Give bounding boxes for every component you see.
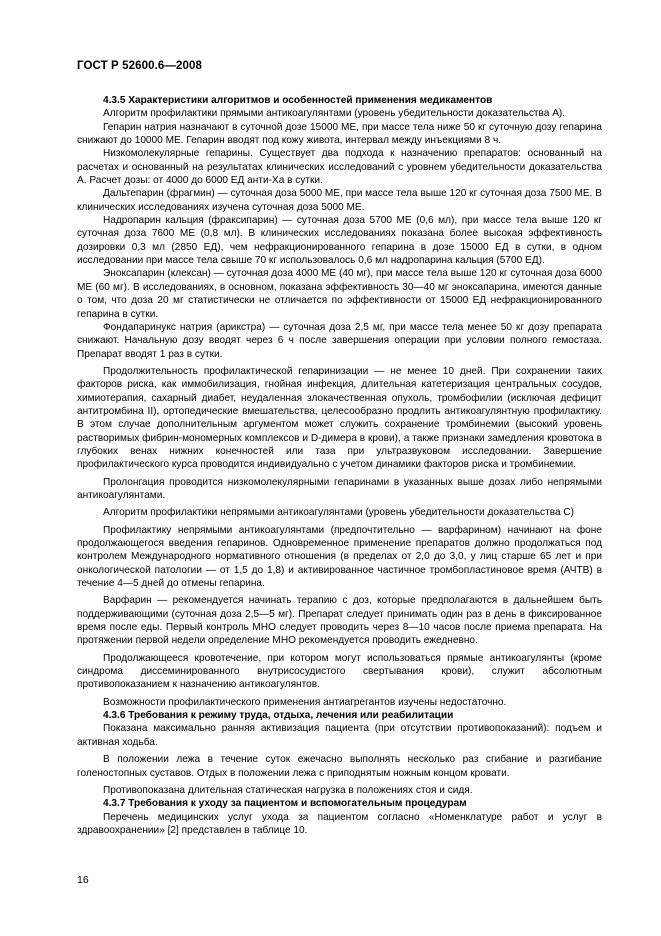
paragraph: Продолжительность профилактической гепаринизации — не менее 10 дней. При сохранении таких факторов риска, как иммобилизация, гнойная инфекция, длительная катетеризация центральных сосудов, химиотерапия, сахарный диабет, неудаленная злокачественная опухоль, тромбофилии (исключая дефицит антитромбина II), ортопедические вмешательства, целесообразно продлить антикоагулянтную профилактику. В этом случае дополнительным аргументом может служить сохранение тромбинемии (высокий уровень растворимых фибрин-мономерных комплексов и D-димера в крови), а также признаки замедления кровотока в глубоких венах нижних конечностей или таза при ультразвуковом исследовании. Завершение профилактического курса проводится индивидуально с учетом динамики факторов риска и тромбинемии.: [77, 365, 602, 471]
paragraph: Алгоритм профилактики прямыми антикоагулянтами (уровень убедительности доказательства А).: [103, 108, 566, 120]
document-code-header: ГОСТ Р 52600.6—2008: [77, 60, 202, 72]
paragraph: Показана максимально ранняя активизация пациента (при отсутствии противопоказаний): подъем и активная ходьба.: [77, 723, 602, 748]
paragraph: Противопоказана длительная статическая нагрузка в положениях стоя и сидя.: [103, 784, 473, 796]
paragraph: Пролонгация проводится низкомолекулярными гепаринами в указанных выше дозах либо непрямыми антикоагулянтами.: [77, 476, 602, 501]
paragraph: Эноксапарин (клексан) — суточная доза 4000 МЕ (40 мг), при массе тела выше 120 кг суточная доза 6000 МЕ (60 мг). В исследованиях, в основном, показана эффективность 30—40 мг эноксапарина, имеются данные о том, что доза 20 мг статистически не отличается по эффективности от 15000 ЕД нефракционированного гепарина в сутки.: [77, 268, 602, 320]
paragraph: Низкомолекулярные гепарины. Существует два подхода к назначению препаратов: основанный на расчетах и основанный на результатах клинических исследований с уровнем убедительности доказательства А. Расчет дозы: от 4000 до 6000 ЕД анти-Ха в сутки.: [77, 148, 602, 187]
section-heading-4-3-6: 4.3.6 Требования к режиму труда, отдыха, лечения или реабилитации: [103, 710, 454, 722]
section-heading-4-3-7: 4.3.7 Требования к уходу за пациентом и вспомогательным процедурам: [103, 798, 467, 810]
document-body: [77, 94, 602, 837]
section-heading-4-3-5: 4.3.5 Характеристики алгоритмов и особенностей применения медикаментов: [103, 95, 493, 106]
paragraph: Варфарин — рекомендуется начинать терапию с доз, которые предполагаются в дальнейшем быть поддерживающими (суточная доза 2,5—5 мг). Препарат следует принимать один раз в день в фиксированное время после еды. Первый контроль МНО следует проводить через 8—10 часов после приема препарата. На протяжении первой недели определение МНО рекомендуется проводить ежедневно.: [77, 595, 602, 647]
paragraph: Продолжающееся кровотечение, при котором могут использоваться прямые антикоагулянты (кроме синдрома диссеминированного внутрисосудистого свертывания крови), служит абсолютным противопоказанием к назначению антикоагулянтов.: [77, 652, 602, 691]
paragraph: Алгоритм профилактики непрямыми антикоагулянтами (уровень убедительности доказательства С): [103, 507, 575, 519]
paragraph: Перечень медицинских услуг ухода за пациентом согласно «Номенклатуре работ и услуг в здравоохранении» [2] представлен в таблице 10.: [77, 811, 602, 836]
paragraph: Гепарин натрия назначают в суточной дозе 15000 МЕ, при массе тела ниже 50 кг суточную дозу гепарина снижают до 10000 МЕ. Гепарин вводят под кожу живота, интервал между инъекциями 8 ч.: [77, 121, 602, 147]
paragraph: В положении лежа в течение суток ежечасно выполнять несколько раз сгибание и разгибание голеностопных суставов. Отдых в положении лежа с приподнятым ножным концом кровати.: [77, 754, 602, 779]
paragraph: Дальтепарин (фрагмин) — суточная доза 5000 МЕ, при массе тела выше 120 кг суточная доза 7500 МЕ. В клинических исследованиях изучена суточная доза 5000 МЕ.: [77, 188, 602, 213]
page-number: 16: [77, 874, 89, 886]
paragraph: Возможности профилактического применения антиагрегантов изучены недостаточно.: [103, 696, 507, 708]
paragraph: Профилактику непрямыми антикоагулянтами (предпочтительно — варфарином) начинают на фоне продолжающегося введения гепаринов. Одновременное применение препаратов должно продолжаться под контролем Международного нормативного отношения (в пределах от 2,0 до 3,0, у лиц старше 65 лет и при онкологической патологии — от 1,5 до 1,8) и активированное частичное тромбопластиновое время (АЧТВ) в течение 4—5 дней до отмены гепарина.: [77, 524, 602, 590]
paragraph: Фондапаринукс натрия (арикстра) — суточная доза 2,5 мг, при массе тела менее 50 кг дозу препарата снижают. Начальную дозу вводят через 6 ч после завершения операции при условии полного гемостаза. Препарат вводят 1 раз в сутки.: [77, 321, 602, 360]
paragraph: Надропарин кальция (фраксипарин) — суточная доза 5700 МЕ (0,6 мл), при массе тела выше 120 кг суточная доза 7600 МЕ (0,8 мл). В клинических исследованиях показана более высокая эффективность дозировки 0,3 мл (2850 ЕД), чем нефракционированного гепарина в дозе 15000 ЕД в сутки, в одном исследовании при массе тела свыше 70 кг использовалось 0,6 мл надропарина кальция (5700 ЕД).: [77, 215, 602, 267]
